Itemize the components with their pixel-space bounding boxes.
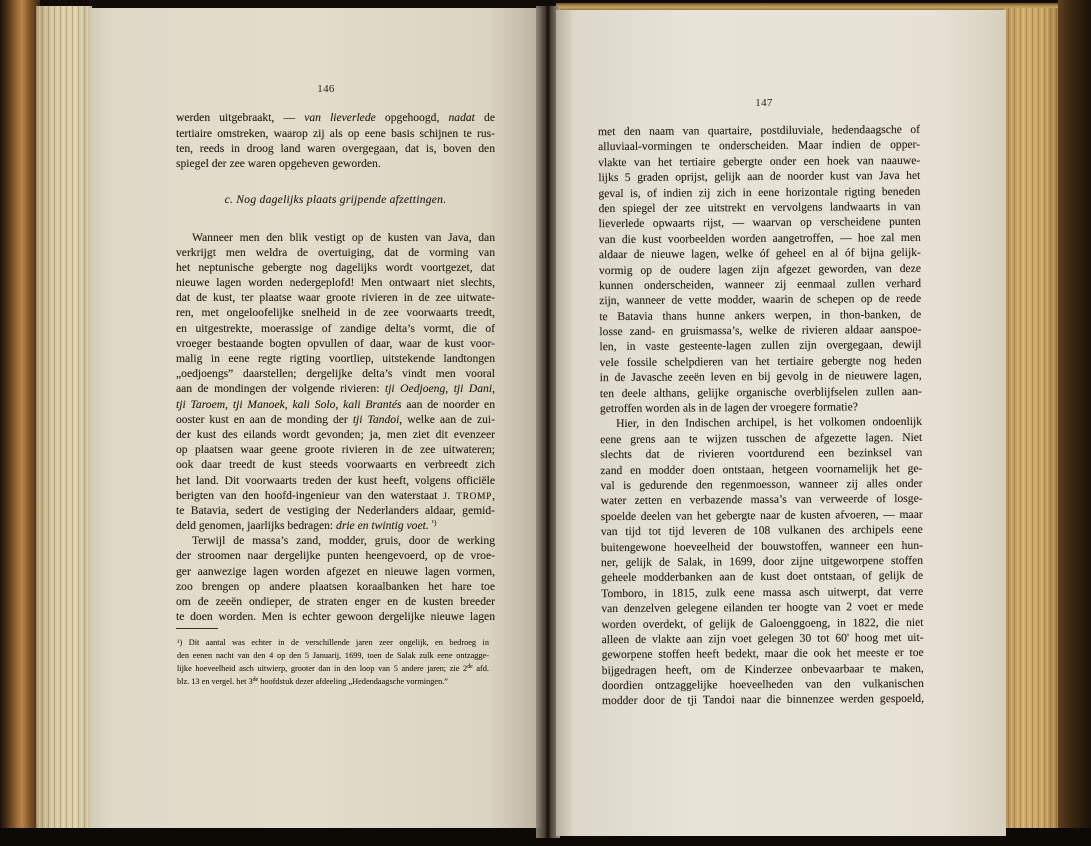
- book-cover-left-edge: [0, 0, 40, 846]
- text-segment: berigten van den hoofd-ingenieur van den waterstaat: [176, 488, 444, 502]
- text-line: geworpene stoffen heeft bedekt, maar die ook het meeste er toe: [601, 645, 924, 661]
- text-segment: aan de mondingen der volgende rivieren:: [176, 382, 385, 396]
- text-line: malig in eene regte rigting voortliep, uitstekende landtongen: [176, 352, 495, 365]
- text-line: vlakte van het tertiaire gebergte onder een hoek van naauwe-: [598, 153, 921, 169]
- text-line: in de Javasche zeeën leven en bij gevolg in de nieuwere lagen,: [599, 368, 922, 384]
- footnote-line: [177, 675, 489, 688]
- text-line: alleen de vlakte aan zijn voet gelegen 30 tot 60' hoog met uit-: [601, 630, 924, 646]
- text-line: [176, 412, 495, 427]
- text-line: alluviaal-vormingen te onderscheiden. Maar indien de opper-: [598, 137, 921, 154]
- text-line: met den naam van quartaire, postdiluviale, hedendaagsche of: [597, 122, 921, 138]
- text-segment: afd.: [472, 664, 489, 674]
- text-line: van tijd tot tijd leveren de 108 vulkanen des archipels eene: [600, 522, 923, 538]
- text-line: ook daar treedt de kust steeds voorwaarts en verbreedt zich: [176, 458, 495, 472]
- text-line: ren, met ongeloofelijke snelheid in de zee voorwaarts treedt,: [176, 306, 495, 320]
- text-line: van denzelven gelegene eilanden ter hoogte van 2 voet er mede: [601, 599, 924, 615]
- text-line: te doen worden. Men is echter gewoon dergelijke nieuwe lagen: [176, 610, 495, 624]
- text-line: ten deele althans, gelijke organische overblijfselen zullen aan-: [599, 384, 922, 400]
- text-segment: werden uitgebraakt, —: [176, 111, 305, 125]
- text-line: tertiaire omstreken, waarop zij als op eene basis schijnen te rus-: [176, 126, 495, 140]
- footnote-line: den eenen nacht van den 4 op den 5 Januarij, 1699, toen de Salak zulk eene ontzagge-: [177, 650, 489, 660]
- book-cover-right-edge: [1058, 0, 1091, 846]
- text-line: op plaatsen waar geene groote rivieren in de zee uitwateren;: [176, 443, 495, 457]
- text-segment: opgehoogd,: [375, 111, 449, 125]
- text-line: ten, reeds in droog land waren overgegaan, dat is, boven den: [176, 141, 495, 155]
- text-segment: blz. 13 en vergel. het 3: [177, 677, 253, 687]
- text-segment: ,: [492, 488, 495, 502]
- text-line: [176, 381, 495, 396]
- text-line: te Batavia, sedert de vestiging der Nederlanders aldaar, gemid-: [176, 503, 495, 517]
- text-line: het neptunische gebergte nog dagelijks wordt voortgezet, dat: [176, 260, 495, 274]
- text-line: en uitgestrekte, moerassige of zandige delta’s vormt, die of: [176, 321, 495, 335]
- text-line: zoo brengen op andere plaatsen koraalbanken het hare toe: [176, 579, 495, 593]
- text-line: [176, 110, 495, 125]
- text-line: ner, gelijk de Salak, in 1699, door zijne uitgeworpene stoffen: [600, 553, 924, 569]
- small-caps-name: J. TROMP: [443, 491, 493, 502]
- text-line: van die kust voorbeelden worden aangetroffen, — hoe zal men: [598, 230, 921, 246]
- text-line: spiegel der zee waren opgeheven geworden.: [176, 156, 381, 170]
- paragraph: [600, 414, 924, 709]
- text-line: doordien ontzaggelijke hoeveelheden van den vulkanischen: [601, 676, 924, 692]
- text-segment: , welke aan de zui-: [399, 412, 495, 426]
- text-line: zijn, wanneer de vette modder, waarin de schepen op de reede: [599, 291, 922, 307]
- text-line: aldaar de nieuwe lagen, welke óf geheel en al óf bijna gelijk-: [598, 245, 921, 261]
- text-line: verkrijgt men weldra de overtuiging, dat de vorming van: [176, 245, 495, 259]
- text-line: [176, 397, 495, 412]
- text-line: spoelde deelen van het gebergte naar de kusten afvoeren, — maar: [600, 507, 923, 523]
- intro-text-block: [176, 110, 495, 171]
- page-block-left-edge: [36, 6, 92, 832]
- text-line: modder door de tji Tandoi naar die binnenzee werden gespoeld,: [601, 691, 925, 708]
- text-line: ger aanwezige lagen worden afgezet en nieuwe lagen vormen,: [176, 564, 495, 578]
- paragraph: [176, 230, 495, 534]
- section-heading: c. Nog dagelijks plaats grijpende afzettingen.: [224, 193, 447, 206]
- footnote-rule: [176, 628, 218, 629]
- text-line: [176, 518, 495, 533]
- ordinal-suffix: de: [467, 664, 473, 671]
- text-line: kunnen onderscheiden, wanneer zij eenmaal zullen verhard: [599, 276, 922, 292]
- text-line: Wanneer men den blik vestigt op de kusten van Java, dan: [192, 230, 495, 244]
- text-line: den spiegel der zee uitstrekt en vervolgens landwaarts in van: [598, 199, 921, 215]
- paragraph: [598, 121, 922, 416]
- italic-text: nadat: [448, 111, 475, 125]
- footnote-line: ¹) Dit aantal was echter in de verschillende jaren zeer ongelijk, en bedroeg in: [177, 637, 489, 647]
- text-line: worden overdekt, of gelijk de Galoenggoeng, in 1822, die niet: [601, 614, 924, 631]
- text-line: zand en modder doen ontstaan, hetgeen voornamelijk het ge-: [600, 460, 923, 477]
- footnote-marker: ¹): [431, 518, 437, 528]
- footnote: [177, 636, 489, 689]
- text-segment: hoofdstuk dezer afdeeling „Hedendaagsche vormingen.”: [258, 677, 448, 687]
- text-line: vormig op de oudere lagen zijn afgezet geworden, van deze: [598, 260, 922, 277]
- text-line: Terwijl de massa’s zand, modder, gruis, door de werking: [192, 534, 495, 548]
- text-line: [176, 488, 495, 503]
- text-segment: aan de noorder en: [401, 397, 495, 411]
- text-line: slechts dat de rivieren voortdurend een bezinksel van: [600, 445, 923, 461]
- italic-text: tji Taroem, tji Manoek, kali Solo, kali Brantés: [176, 397, 402, 411]
- page-number: 147: [755, 97, 773, 109]
- text-line: water zetten en verbazende massa’s van verweerde of losge-: [600, 491, 923, 507]
- page-block-right-edge: [1002, 8, 1060, 838]
- text-line: val is gedurende den regenmoesson, wanneer zij alles onder: [600, 476, 923, 492]
- text-line: het land. Dit voorwaarts treden der kust heeft, volgens officiële: [176, 473, 495, 487]
- text-line: geheele modderbanken aan de kust doet ontstaan, of gelijk de: [601, 568, 924, 584]
- text-line: „oedjoengs” daarstellen; dergelijke delta’s vindt men vooral: [176, 367, 495, 381]
- paragraph: [176, 533, 495, 624]
- text-line: geval is, of indien zij zich in eene horizontale rigting beneden: [598, 183, 921, 200]
- body-text-block: [598, 121, 924, 708]
- text-line: der kust des eilands wordt gevonden; ja, men ziet dit evenzeer: [176, 427, 495, 441]
- text-line: eene grens aan te wijzen tusschen de afgezette lagen. Niet: [600, 430, 923, 446]
- right-page: [556, 10, 1006, 836]
- footnote-line: [177, 662, 489, 675]
- text-line: lijks 5 graden oprijst, gelijk aan de noorder kust van Java het: [598, 168, 921, 184]
- body-text-block: [176, 230, 495, 625]
- text-line: losse zand- en gruismassa’s, welke de rivieren aldaar aanspoe-: [599, 322, 922, 338]
- italic-text: drie en twintig voet.: [336, 519, 429, 533]
- text-segment: ooster kust en aan de monding der: [176, 412, 353, 426]
- text-line: getroffen worden als in de lagen der vroegere formatie?: [599, 399, 858, 415]
- text-line: te Batavia thans hunne ankers werpen, in thon-banken, de: [599, 307, 922, 323]
- text-line: nieuwe lagen worden nedergeplofd! Men ontwaart niet slechts,: [176, 276, 495, 290]
- italic-text: van lieverlede: [304, 111, 376, 125]
- text-line: der stroomen naar dergelijke punten heengevoerd, op de vroe-: [176, 549, 495, 563]
- text-line: bijgedragen heeft, om de Kinderzee onbevaarbaar te maken,: [601, 661, 924, 677]
- text-line: lieverlede opwaarts rijst, — waarvan op verscheidene punten: [598, 214, 921, 230]
- text-line: Hier, in den Indischen archipel, is het volkomen ondoenlijk: [616, 414, 923, 430]
- text-segment: lijke hoeveelheid asch uitwierp, grooter dan in den loop van 5 andere jaren; zie 2: [177, 664, 468, 674]
- page-number: 146: [317, 83, 335, 95]
- italic-text: tji Oedjoeng, tji Dani,: [384, 382, 495, 396]
- italic-text: tji Tandoi: [352, 412, 400, 426]
- text-line: len, in vaste gesteente-lagen zullen zijn overgegaan, dewijl: [599, 337, 922, 354]
- text-line: buitengewone hoeveelheid der bouwstoffen, wanneer een hun-: [600, 537, 923, 554]
- text-line: Tomboro, in 1815, zulk eene massa asch uitwerpt, dat verre: [601, 584, 924, 600]
- text-line: om de zeeën ondieper, de straten enger en de kusten breeder: [176, 595, 495, 608]
- text-line: vele fossile schelpdieren van het tertiaire gebergte nog heden: [599, 353, 922, 369]
- text-line: dat de kust, ter plaatse waar groote rivieren in de zee uitwate-: [176, 291, 495, 305]
- left-page: [90, 8, 542, 828]
- text-line: vroeger bestaande bogten opvullen of daar, waar de kust voor-: [176, 336, 495, 350]
- text-segment: deld genomen, jaarlijks bedragen:: [176, 519, 337, 533]
- ordinal-suffix: de: [252, 677, 259, 684]
- text-segment: de: [474, 111, 495, 125]
